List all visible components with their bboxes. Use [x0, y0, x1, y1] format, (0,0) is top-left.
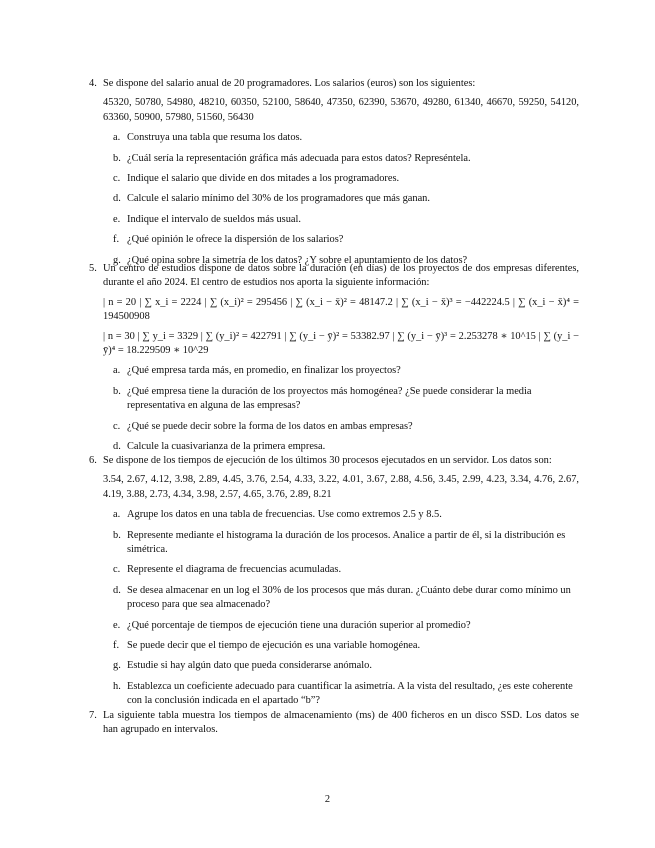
page-number: 2 [324, 794, 331, 805]
item-label: h. [113, 680, 121, 692]
item-text: Indique el intervalo de sueldos más usual. [127, 213, 302, 225]
question-item [103, 385, 579, 414]
item-text: Calcule el salario mínimo del 30% de los programadores que más ganan. [127, 193, 430, 205]
item-label: c. [113, 173, 121, 185]
item-text: Se puede decir que el tiempo de ejecución es una variable homogénea. [127, 640, 421, 652]
item-label: a. [113, 132, 121, 144]
item-text: Establezca un coeficiente adecuado para cuantificar la asimetría. A la vista del resultado, ¿es este coherente con la conclusión indicada en el apartado “b”? [127, 680, 573, 707]
problem-number: 4. [89, 78, 97, 89]
item-text: ¿Qué empresa tiene la duración de los proyectos más homogénea? ¿Se puede considerar la media representativa en alguna de las empresas? [127, 385, 532, 412]
item-label: a. [113, 509, 121, 521]
problem-7 [89, 709, 579, 738]
question-item [103, 131, 579, 145]
question-item [103, 680, 579, 709]
item-text: Represente el diagrama de frecuencias acumuladas. [127, 564, 342, 576]
problem-4 [89, 77, 579, 274]
item-text: ¿Qué empresa tarda más, en promedio, en finalizar los proyectos? [127, 365, 401, 377]
question-item [103, 584, 579, 613]
problem-6 [89, 454, 579, 715]
item-label: c. [113, 564, 121, 576]
item-label: f. [113, 640, 120, 652]
item-text: Agrupe los datos en una tabla de frecuencias. Use como extremos 2.5 y 8.5. [127, 509, 442, 521]
problem-statement: La siguiente tabla muestra los tiempos de almacenamiento (ms) de 400 ficheros en un disco SSD. Los datos se han agrupado en intervalos. [103, 710, 579, 736]
item-label: b. [113, 152, 121, 164]
item-text: ¿Cuál sería la representación gráfica más adecuada para estos datos? Represéntela. [127, 152, 471, 164]
item-label: d. [113, 584, 121, 596]
question-item [103, 364, 579, 378]
problem-statement: Un centro de estudios dispone de datos sobre la duración (en días) de los proyectos de dos empresas diferentes, durante el año 2024. El centro de estudios nos aporta la siguiente información: [103, 263, 579, 289]
item-text: ¿Qué porcentaje de tiempos de ejecución tiene una duración superior al promedio? [127, 619, 471, 631]
item-label: a. [113, 365, 121, 377]
item-text: Represente mediante el histograma la duración de los procesos. Analice a partir de él, si la distribución es simétrica. [127, 529, 566, 556]
question-item [103, 420, 579, 434]
salary-data: 45320, 50780, 54980, 48210, 60350, 52100, 58640, 47350, 62390, 53670, 49280, 61340, 46670, 59250, 54120, 63360, 50900, 57980, 51560, 56430 [103, 97, 579, 123]
problem-number: 7. [89, 710, 97, 721]
item-label: f. [113, 234, 120, 246]
item-label: b. [113, 529, 121, 541]
problem-statement: Se dispone del salario anual de 20 programadores. Los salarios (euros) son los siguientes: [103, 78, 476, 89]
question-item [103, 619, 579, 633]
question-item [103, 233, 579, 247]
problem-number: 6. [89, 455, 97, 466]
question-item [103, 440, 579, 454]
question-item [103, 659, 579, 673]
item-label: e. [113, 213, 121, 225]
execution-times-data: 3.54, 2.67, 4.12, 3.98, 2.89, 4.45, 3.76, 2.54, 4.33, 3.22, 4.01, 3.67, 2.88, 4.56, 3.45, 2.99, 4.23, 3.34, 4.76, 2.67, 4.19, 3.88, 2.73, 4.34, 3.98, 2.57, 4.65, 3.76, 2.89, 8.21 [103, 474, 579, 500]
question-item [103, 192, 579, 206]
problem-statement: Se dispone de los tiempos de ejecución de los últimos 30 procesos ejecutados en un servidor. Los datos son: [103, 455, 552, 466]
item-label: d. [113, 193, 121, 205]
item-text: Construya una tabla que resuma los datos. [127, 132, 303, 144]
formula-company-2: | n = 30 | ∑ y_i = 3329 | ∑ (y_i)² = 422791 | ∑ (y_i − ȳ)² = 53382.97 | ∑ (y_i − ȳ)³ = 2.253278 ∗ 10^15 | ∑ (y_i − ȳ)⁴ = 18.229509 ∗ 10^29 [103, 330, 579, 357]
item-label: e. [113, 619, 121, 631]
question-list [89, 364, 579, 454]
question-item [103, 639, 579, 653]
question-item [103, 152, 579, 166]
question-item [103, 508, 579, 522]
question-list [89, 131, 579, 268]
item-text: ¿Qué opina sobre la simetría de los datos? ¿Y sobre el apuntamiento de los datos? [127, 254, 468, 266]
formula-company-1: | n = 20 | ∑ x_i = 2224 | ∑ (x_i)² = 295456 | ∑ (x_i − x̄)² = 48147.2 | ∑ (x_i − x̄)³ = −442224.5 | ∑ (x_i − x̄)⁴ = 194500908 [103, 296, 579, 323]
item-text: Indique el salario que divide en dos mitades a los programadores. [127, 173, 400, 185]
item-label: b. [113, 385, 121, 397]
question-item [103, 172, 579, 186]
item-label: d. [113, 441, 121, 453]
item-text: ¿Qué se puede decir sobre la forma de los datos en ambas empresas? [127, 420, 413, 432]
item-label: g. [113, 254, 121, 266]
item-text: Estudie si hay algún dato que pueda considerarse anómalo. [127, 660, 372, 672]
item-text: ¿Qué opinión le ofrece la dispersión de los salarios? [127, 234, 344, 246]
item-label: c. [113, 420, 121, 432]
problem-5 [89, 262, 579, 460]
item-text: Calcule la cuasivarianza de la primera empresa. [127, 441, 326, 453]
item-label: g. [113, 660, 121, 672]
question-item [103, 563, 579, 577]
question-list [89, 508, 579, 708]
problem-number: 5. [89, 263, 97, 274]
item-text: Se desea almacenar en un log el 30% de los procesos que más duran. ¿Cuánto debe durar como mínimo un proceso para que sea almacenado? [127, 584, 571, 611]
question-item [103, 213, 579, 227]
question-item [103, 529, 579, 558]
